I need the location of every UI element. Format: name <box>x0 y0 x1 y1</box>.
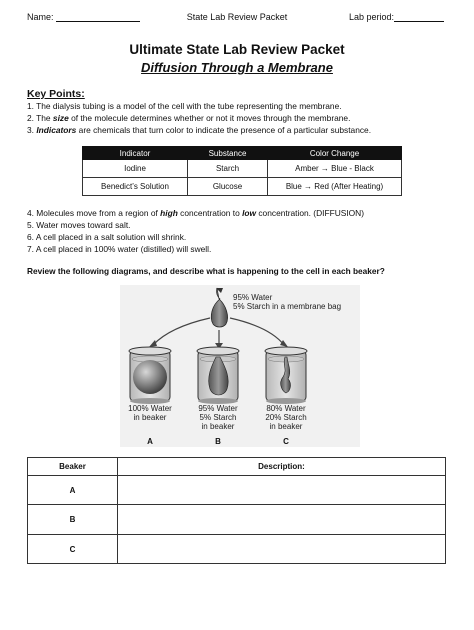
indicator-table <box>82 146 402 196</box>
beaker-b <box>197 347 239 404</box>
column-header: Description: <box>118 458 446 476</box>
bag-label-line1: 95% Water <box>233 293 273 302</box>
table-row <box>28 535 446 564</box>
column-header: Color Change <box>268 147 402 160</box>
description-table-header <box>28 458 446 476</box>
table-cell: Amber → Blue - Black <box>268 160 402 178</box>
description-cell-a[interactable] <box>118 476 446 505</box>
beaker-letter-b: B <box>215 437 221 446</box>
beaker-letter-a: A <box>147 437 153 446</box>
table-cell: Blue → Red (After Heating) <box>268 178 402 196</box>
table-cell: Glucose <box>188 178 268 196</box>
name-label: Name: <box>27 12 54 22</box>
description-cell-c[interactable] <box>118 535 446 564</box>
page-title: Ultimate State Lab Review Packet <box>129 42 345 57</box>
table-row <box>83 178 402 196</box>
beaker-a-label-line2: in beaker <box>133 413 167 422</box>
key-points-heading: Key Points: <box>27 88 85 100</box>
question-text: Review the following diagrams, and describe what is happening to the cell in each beaker? <box>27 266 385 276</box>
beaker-a-label-line1: 100% Water <box>128 404 172 413</box>
table-row <box>83 160 402 178</box>
description-table <box>27 457 446 564</box>
indicator-table-header <box>83 147 402 160</box>
beaker-b-label-line3: in beaker <box>201 422 235 431</box>
key-point-7: 7. A cell placed in 100% water (distilled) will swell. <box>27 244 212 254</box>
table-cell: Benedict’s Solution <box>83 178 188 196</box>
beaker-a <box>129 347 171 404</box>
table-row <box>28 476 446 505</box>
beaker-cell: B <box>28 505 118 535</box>
key-point-4: 4. Molecules move from a region of high concentration to low concentration. (DIFFUSION) <box>27 208 365 218</box>
period-field <box>349 12 444 22</box>
beaker-cell: A <box>28 476 118 505</box>
beaker-cell: C <box>28 535 118 564</box>
period-blank <box>394 13 444 22</box>
beaker-c-label-line2: 20% Starch <box>265 413 307 422</box>
page-subtitle: Diffusion Through a Membrane <box>141 60 333 75</box>
beaker-c-label-line3: in beaker <box>269 422 303 431</box>
header-center-text: State Lab Review Packet <box>186 12 288 22</box>
beaker-letter-c: C <box>283 437 289 446</box>
period-label: Lab period: <box>349 12 395 22</box>
table-cell: Starch <box>188 160 268 178</box>
key-point-3: 3. Indicators are chemicals that turn color to indicate the presence of a particular substance. <box>27 125 372 135</box>
key-point-1: 1. The dialysis tubing is a model of the cell with the tube representing the membrane. <box>27 101 342 111</box>
key-point-6: 6. A cell placed in a salt solution will shrink. <box>27 232 187 242</box>
beaker-c <box>265 347 307 404</box>
table-row <box>28 505 446 535</box>
key-point-5: 5. Water moves toward salt. <box>27 220 131 230</box>
table-cell: Iodine <box>83 160 188 178</box>
swollen-cell-icon <box>133 360 167 394</box>
beaker-c-label-line1: 80% Water <box>266 404 306 413</box>
bag-label-line2: 5% Starch in a membrane bag <box>233 302 342 311</box>
page-header <box>0 12 474 26</box>
description-cell-b[interactable] <box>118 505 446 535</box>
key-point-2: 2. The size of the molecule determines whether or not it moves through the membrane. <box>27 113 351 123</box>
beaker-b-label-line2: 5% Starch <box>199 413 237 422</box>
beaker-b-label-line1: 95% Water <box>198 404 238 413</box>
column-header: Beaker <box>28 458 118 476</box>
column-header: Substance <box>188 147 268 160</box>
beaker-diagram <box>120 285 360 447</box>
column-header: Indicator <box>83 147 188 160</box>
